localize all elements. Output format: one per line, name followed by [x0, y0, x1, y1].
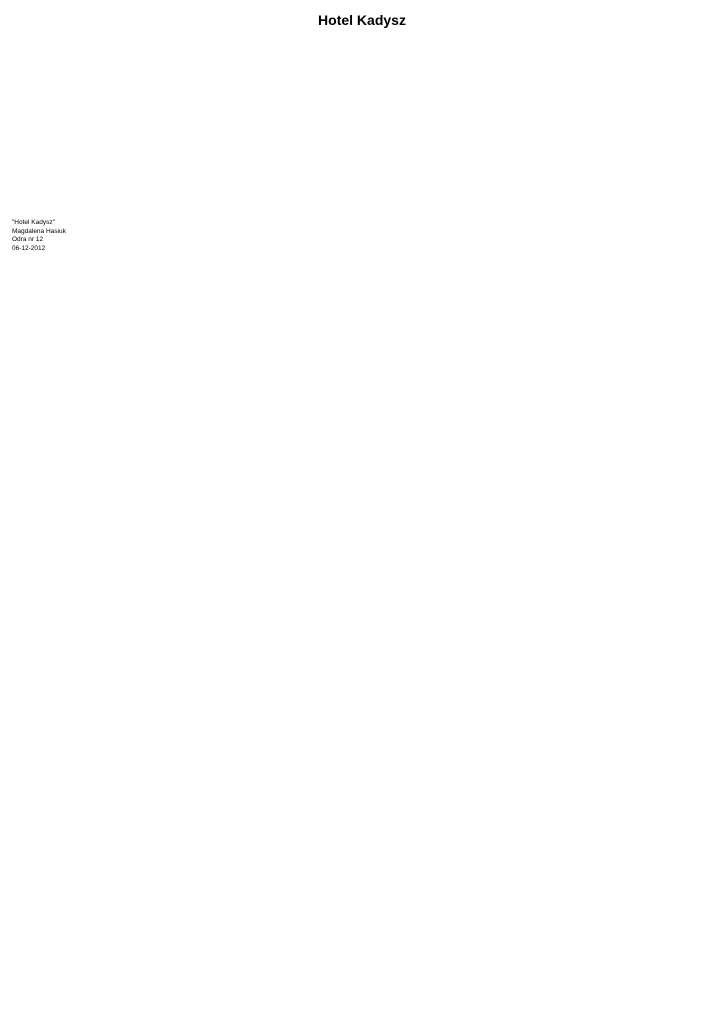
signature-author: Magdalena Hasiuk	[12, 227, 66, 235]
signature-block	[12, 219, 712, 253]
signature-work-title: "Hotel Kadysz"	[12, 218, 55, 226]
signature-date: 06-12-2012	[12, 244, 46, 252]
article-body	[12, 43, 712, 210]
article-paragraph-2	[12, 61, 712, 70]
article-paragraph-6	[12, 131, 712, 140]
article-paragraph-7	[12, 149, 712, 158]
article-paragraph-10	[12, 201, 712, 210]
article-paragraph-5	[12, 113, 712, 122]
article-paragraph-9	[12, 184, 712, 193]
document-title: Hotel Kadysz	[318, 12, 406, 28]
article-paragraph-3	[12, 78, 712, 87]
article-paragraph-4	[12, 96, 712, 105]
signature-issue: Odra nr 12	[12, 236, 44, 244]
article-paragraph-1	[12, 43, 712, 52]
article-paragraph-8	[12, 166, 712, 175]
